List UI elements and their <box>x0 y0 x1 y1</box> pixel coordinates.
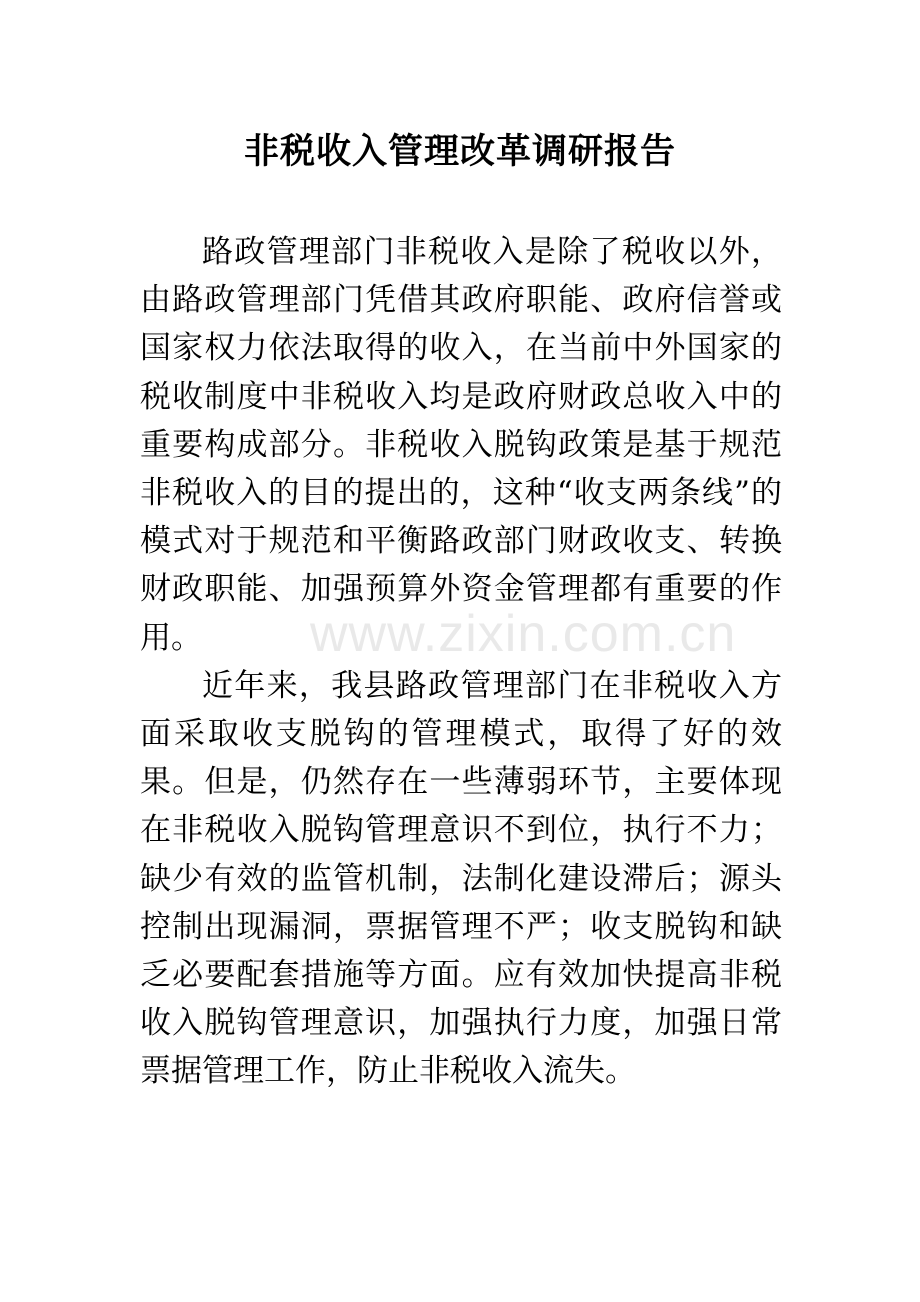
document-body <box>140 228 782 1096</box>
paragraph-2: 近年来，我县路政管理部门在非税收入方面采取收支脱钩的管理模式，取得了好的效果。但是，仍然存在一些薄弱环节，主要体现在非税收入脱钩管理意识不到位，执行不力；缺少有效的监管机制，法制化建设滞后；源头控制出现漏洞，票据管理不严；收支脱钩和缺乏必要配套措施等方面。应有效加快提高非税收入脱钩管理意识，加强执行力度，加强日常票据管理工作，防止非税收入流失。 <box>140 667 782 1090</box>
watermark: www.zixin.com.cn <box>310 605 737 663</box>
paragraph-1: 路政管理部门非税收入是除了税收以外，由路政管理部门凭借其政府职能、政府信誉或国家权力依法取得的收入，在当前中外国家的税收制度中非税收入均是政府财政总收入中的重要构成部分。非税收入脱钩政策是基于规范非税收入的目的提出的，这种“收支两条线”的模式对于规范和平衡路政部门财政收支、转换财政职能、加强预算外资金管理都有重要的作用。 <box>140 234 782 656</box>
document-title: 非税收入管理改革调研报告 <box>243 131 676 172</box>
